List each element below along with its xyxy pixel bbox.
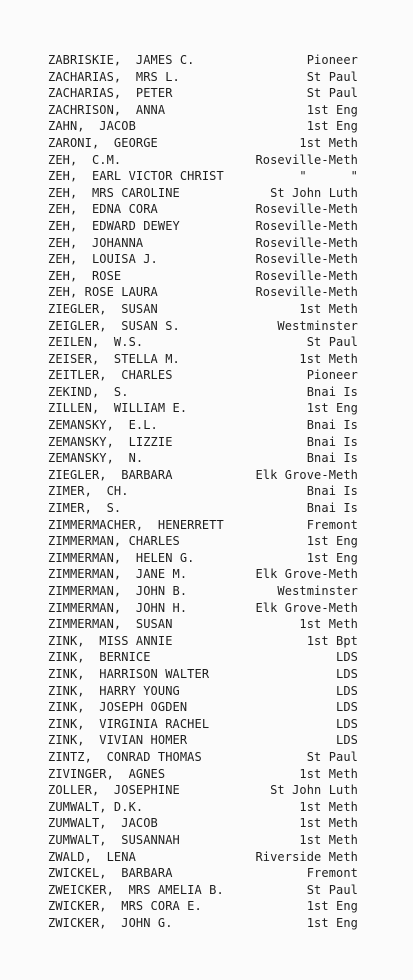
member-name: ZINK, BERNICE bbox=[48, 650, 151, 665]
member-name: ZEMANSKY, N. bbox=[48, 451, 144, 466]
member-name: ZEISER, STELLA M. bbox=[48, 351, 180, 366]
member-name: ZWALD, LENA bbox=[48, 849, 136, 864]
list-item bbox=[48, 152, 358, 169]
list-item bbox=[48, 334, 358, 351]
member-name: ZEH, MRS CAROLINE bbox=[48, 185, 180, 200]
list-item bbox=[48, 500, 358, 517]
church-affiliation: St Paul bbox=[306, 335, 358, 350]
list-item bbox=[48, 367, 358, 384]
church-affiliation: Bnai Is bbox=[306, 418, 358, 433]
member-name: ZEITLER, CHARLES bbox=[48, 368, 173, 383]
church-affiliation: Roseville-Meth bbox=[255, 268, 358, 283]
list-item bbox=[48, 716, 358, 733]
member-name: ZEH, EARL VICTOR CHRIST bbox=[48, 169, 224, 184]
church-affiliation: " " bbox=[299, 169, 358, 184]
church-affiliation: 1st Eng bbox=[306, 401, 358, 416]
church-affiliation: Riverside Meth bbox=[255, 849, 358, 864]
church-affiliation: Roseville-Meth bbox=[255, 202, 358, 217]
list-item bbox=[48, 450, 358, 467]
list-item bbox=[48, 318, 358, 335]
list-item bbox=[48, 898, 358, 915]
church-affiliation: 1st Meth bbox=[299, 617, 358, 632]
member-name: ZIMER, S. bbox=[48, 501, 122, 516]
member-name: ZEH, ROSE LAURA bbox=[48, 285, 158, 300]
list-item bbox=[48, 882, 358, 899]
list-item bbox=[48, 85, 358, 102]
list-item bbox=[48, 168, 358, 185]
church-affiliation: 1st Eng bbox=[306, 534, 358, 549]
list-item bbox=[48, 251, 358, 268]
list-item bbox=[48, 616, 358, 633]
member-name: ZWICKER, JOHN G. bbox=[48, 915, 173, 930]
member-name: ZACHARIAS, PETER bbox=[48, 86, 173, 101]
list-item bbox=[48, 201, 358, 218]
church-affiliation: 1st Meth bbox=[299, 135, 358, 150]
member-name: ZACHARIAS, MRS L. bbox=[48, 69, 180, 84]
member-name: ZEMANSKY, LIZZIE bbox=[48, 434, 173, 449]
member-name: ZINTZ, CONRAD THOMAS bbox=[48, 749, 202, 764]
member-name: ZINK, HARRY YOUNG bbox=[48, 683, 180, 698]
member-name: ZEILEN, W.S. bbox=[48, 335, 144, 350]
member-name: ZIVINGER, AGNES bbox=[48, 766, 166, 781]
member-name: ZIMMERMAN, JOHN H. bbox=[48, 600, 188, 615]
name-church-list bbox=[48, 52, 358, 931]
member-name: ZEH, EDWARD DEWEY bbox=[48, 218, 180, 233]
church-affiliation: Roseville-Meth bbox=[255, 235, 358, 250]
list-item bbox=[48, 749, 358, 766]
church-affiliation: Elk Grove-Meth bbox=[255, 600, 358, 615]
list-item bbox=[48, 517, 358, 534]
church-affiliation: Westminster bbox=[277, 584, 358, 598]
member-name: ZACHRISON, ANNA bbox=[48, 102, 166, 117]
member-name: ZUMWALT, JACOB bbox=[48, 816, 158, 831]
list-item bbox=[48, 185, 358, 202]
church-affiliation: Bnai Is bbox=[306, 384, 358, 399]
list-item bbox=[48, 301, 358, 318]
church-affiliation: Pioneer bbox=[306, 368, 358, 383]
member-name: ZEH, LOUISA J. bbox=[48, 252, 158, 267]
church-affiliation: Bnai Is bbox=[306, 434, 358, 449]
list-item bbox=[48, 284, 358, 301]
church-affiliation: 1st Meth bbox=[299, 301, 358, 316]
member-name: ZINK, VIRGINIA RACHEL bbox=[48, 716, 210, 731]
church-affiliation: LDS bbox=[336, 650, 358, 665]
member-name: ZWEICKER, MRS AMELIA B. bbox=[48, 882, 224, 897]
list-item bbox=[48, 649, 358, 666]
church-affiliation: St Paul bbox=[306, 69, 358, 84]
list-item bbox=[48, 583, 358, 600]
list-item bbox=[48, 351, 358, 368]
list-item bbox=[48, 815, 358, 832]
church-affiliation: Roseville-Meth bbox=[255, 218, 358, 233]
list-item bbox=[48, 118, 358, 135]
church-affiliation: Bnai Is bbox=[306, 501, 358, 516]
church-affiliation: Bnai Is bbox=[306, 451, 358, 466]
church-affiliation: Pioneer bbox=[306, 53, 358, 67]
list-item bbox=[48, 69, 358, 86]
church-affiliation: 1st Meth bbox=[299, 799, 358, 814]
church-affiliation: 1st Eng bbox=[306, 550, 358, 565]
church-affiliation: Fremont bbox=[306, 517, 358, 532]
member-name: ZIMMERMAN, HELEN G. bbox=[48, 550, 195, 565]
member-name: ZEH, EDNA CORA bbox=[48, 202, 158, 217]
church-affiliation: LDS bbox=[336, 666, 358, 681]
member-name: ZIEGLER, SUSAN bbox=[48, 301, 158, 316]
list-item bbox=[48, 799, 358, 816]
church-affiliation: Roseville-Meth bbox=[255, 252, 358, 267]
church-affiliation: 1st Meth bbox=[299, 351, 358, 366]
church-affiliation: 1st Bpt bbox=[306, 633, 358, 648]
church-affiliation: Fremont bbox=[306, 866, 358, 881]
member-name: ZIMER, CH. bbox=[48, 484, 129, 499]
member-name: ZOLLER, JOSEPHINE bbox=[48, 783, 180, 798]
member-name: ZILLEN, WILLIAM E. bbox=[48, 401, 188, 416]
church-affiliation: 1st Meth bbox=[299, 766, 358, 781]
church-affiliation: St John Luth bbox=[270, 185, 358, 200]
list-item bbox=[48, 483, 358, 500]
church-affiliation: St Paul bbox=[306, 86, 358, 101]
list-item bbox=[48, 566, 358, 583]
church-affiliation: Roseville-Meth bbox=[255, 152, 358, 167]
church-affiliation: Roseville-Meth bbox=[255, 285, 358, 300]
list-item bbox=[48, 235, 358, 252]
list-item bbox=[48, 400, 358, 417]
list-item bbox=[48, 467, 358, 484]
list-item bbox=[48, 102, 358, 119]
list-item bbox=[48, 218, 358, 235]
list-item bbox=[48, 732, 358, 749]
member-name: ZAHN, JACOB bbox=[48, 119, 136, 134]
list-item bbox=[48, 135, 358, 152]
member-name: ZINK, VIVIAN HOMER bbox=[48, 733, 188, 748]
list-item bbox=[48, 915, 358, 932]
member-name: ZWICKER, MRS CORA E. bbox=[48, 899, 202, 914]
member-name: ZUMWALT, SUSANNAH bbox=[48, 832, 180, 847]
member-name: ZIMMERMAN, SUSAN bbox=[48, 617, 173, 632]
member-name: ZEIGLER, SUSAN S. bbox=[48, 318, 180, 333]
church-affiliation: LDS bbox=[336, 716, 358, 731]
list-item bbox=[48, 417, 358, 434]
church-affiliation: St John Luth bbox=[270, 783, 358, 798]
list-item bbox=[48, 782, 358, 799]
church-affiliation: Elk Grove-Meth bbox=[255, 467, 358, 482]
church-affiliation: Elk Grove-Meth bbox=[255, 567, 358, 582]
church-affiliation: LDS bbox=[336, 700, 358, 715]
member-name: ZEH, C.M. bbox=[48, 152, 122, 167]
list-item bbox=[48, 52, 358, 69]
church-affiliation: 1st Eng bbox=[306, 915, 358, 930]
list-item bbox=[48, 766, 358, 783]
list-item bbox=[48, 832, 358, 849]
church-affiliation: 1st Eng bbox=[306, 899, 358, 914]
member-name: ZEKIND, S. bbox=[48, 384, 129, 399]
list-item bbox=[48, 533, 358, 550]
church-affiliation: LDS bbox=[336, 683, 358, 698]
member-name: ZINK, JOSEPH OGDEN bbox=[48, 700, 188, 715]
church-affiliation: St Paul bbox=[306, 882, 358, 897]
list-item bbox=[48, 699, 358, 716]
member-name: ZIMMERMAN, JANE M. bbox=[48, 567, 188, 582]
list-item bbox=[48, 550, 358, 567]
member-name: ZIMMERMACHER, HENERRETT bbox=[48, 517, 224, 532]
church-affiliation: St Paul bbox=[306, 749, 358, 764]
list-item bbox=[48, 268, 358, 285]
list-item bbox=[48, 666, 358, 683]
member-name: ZEH, JOHANNA bbox=[48, 235, 144, 250]
member-name: ZARONI, GEORGE bbox=[48, 135, 158, 150]
list-item bbox=[48, 849, 358, 866]
list-item bbox=[48, 434, 358, 451]
church-affiliation: 1st Meth bbox=[299, 816, 358, 831]
member-name: ZINK, MISS ANNIE bbox=[48, 633, 173, 648]
list-item bbox=[48, 600, 358, 617]
church-affiliation: 1st Eng bbox=[306, 102, 358, 117]
member-name: ZIMMERMAN, CHARLES bbox=[48, 534, 180, 549]
member-name: ZIEGLER, BARBARA bbox=[48, 467, 173, 482]
list-item bbox=[48, 384, 358, 401]
church-affiliation: LDS bbox=[336, 733, 358, 748]
church-affiliation: 1st Meth bbox=[299, 832, 358, 847]
list-item bbox=[48, 683, 358, 700]
member-name: ZEH, ROSE bbox=[48, 268, 122, 283]
member-name: ZINK, HARRISON WALTER bbox=[48, 666, 210, 681]
member-name: ZEMANSKY, E.L. bbox=[48, 418, 158, 433]
church-affiliation: 1st Eng bbox=[306, 119, 358, 134]
list-item bbox=[48, 865, 358, 882]
church-affiliation: Bnai Is bbox=[306, 484, 358, 499]
member-name: ZABRISKIE, JAMES C. bbox=[48, 53, 195, 67]
member-name: ZIMMERMAN, JOHN B. bbox=[48, 584, 188, 598]
member-name: ZWICKEL, BARBARA bbox=[48, 866, 173, 881]
member-name: ZUMWALT, D.K. bbox=[48, 799, 144, 814]
church-affiliation: Westminster bbox=[277, 318, 358, 333]
list-item bbox=[48, 633, 358, 650]
